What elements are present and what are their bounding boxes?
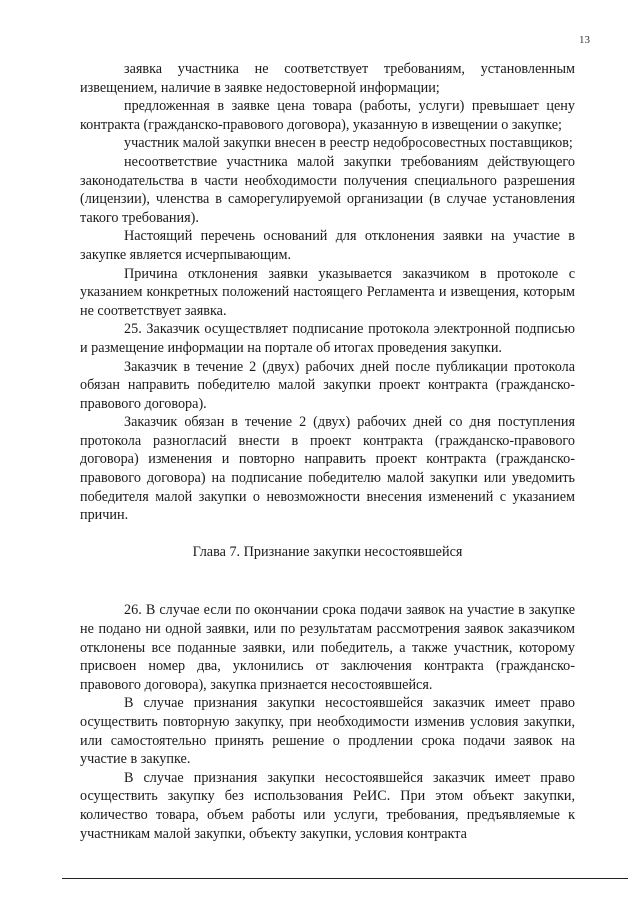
page-number: 13: [579, 34, 590, 46]
paragraph: заявка участника не соответствует требованиям, установленным извещением, наличие в заявке недостоверной информации;: [80, 61, 575, 96]
paragraph: Заказчик обязан в течение 2 (двух) рабочих дней со дня поступления протокола разногласий внести в проект контракта (гражданско-правового договора) изменения и повторно направить проект контракта (гражданско-правового договора) на подписание победителю малой закупки или уведомить победителя малой закупки о невозможности внесения изменений с указанием причин.: [80, 414, 575, 524]
paragraph: 26. В случае если по окончании срока подачи заявок на участие в закупке не подано ни одной заявки, или по результатам рассмотрения заявок заказчиком отклонены все поданные заявки, или победитель, а также участник, которому присвоен номер два, уклонились от заключения контракта (гражданско-правового договора), закупка признается несостоявшейся.: [80, 602, 575, 693]
chapter-title: Глава 7. Признание закупки несостоявшейся: [192, 543, 463, 560]
paragraph: несоответствие участника малой закупки требованиям действующего законодательства в части необходимости получения специального разрешения (лицензии), членства в саморегулируемой организации (в случае установления такого требования).: [80, 153, 575, 226]
paragraph: Заказчик в течение 2 (двух) рабочих дней после публикации протокола обязан направить победителю малой закупки проект контракта (гражданско-правового договора).: [80, 358, 575, 412]
document-body: [80, 60, 575, 843]
paragraph: Причина отклонения заявки указывается заказчиком в протоколе с указанием конкретных положений настоящего Регламента и извещения, которым не соответствует заявка.: [80, 265, 575, 319]
paragraph: Настоящий перечень оснований для отклонения заявки на участие в закупке является исчерпывающим.: [80, 228, 575, 263]
bottom-rule: [62, 878, 628, 879]
paragraph: 25. Заказчик осуществляет подписание протокола электронной подписью и размещение информации на портале об итогах проведения закупки.: [80, 321, 575, 356]
paragraph: участник малой закупки внесен в реестр недобросовестных поставщиков;: [124, 135, 573, 152]
paragraph: В случае признания закупки несостоявшейся заказчик имеет право осуществить закупку без использования РеИС. При этом объект закупки, количество товара, объем работы или услуги, требования, предъявляемые к участникам малой закупки, объекту закупки, условия контракта: [80, 769, 575, 842]
paragraph: предложенная в заявке цена товара (работы, услуги) превышает цену контракта (гражданско-правового договора), указанную в извещении о закупке;: [80, 98, 575, 133]
paragraph: В случае признания закупки несостоявшейся заказчик имеет право осуществить повторную закупку, при необходимости изменив условия закупки, или самостоятельно принять решение о продлении срока подачи заявок на участие в закупке.: [80, 695, 575, 768]
